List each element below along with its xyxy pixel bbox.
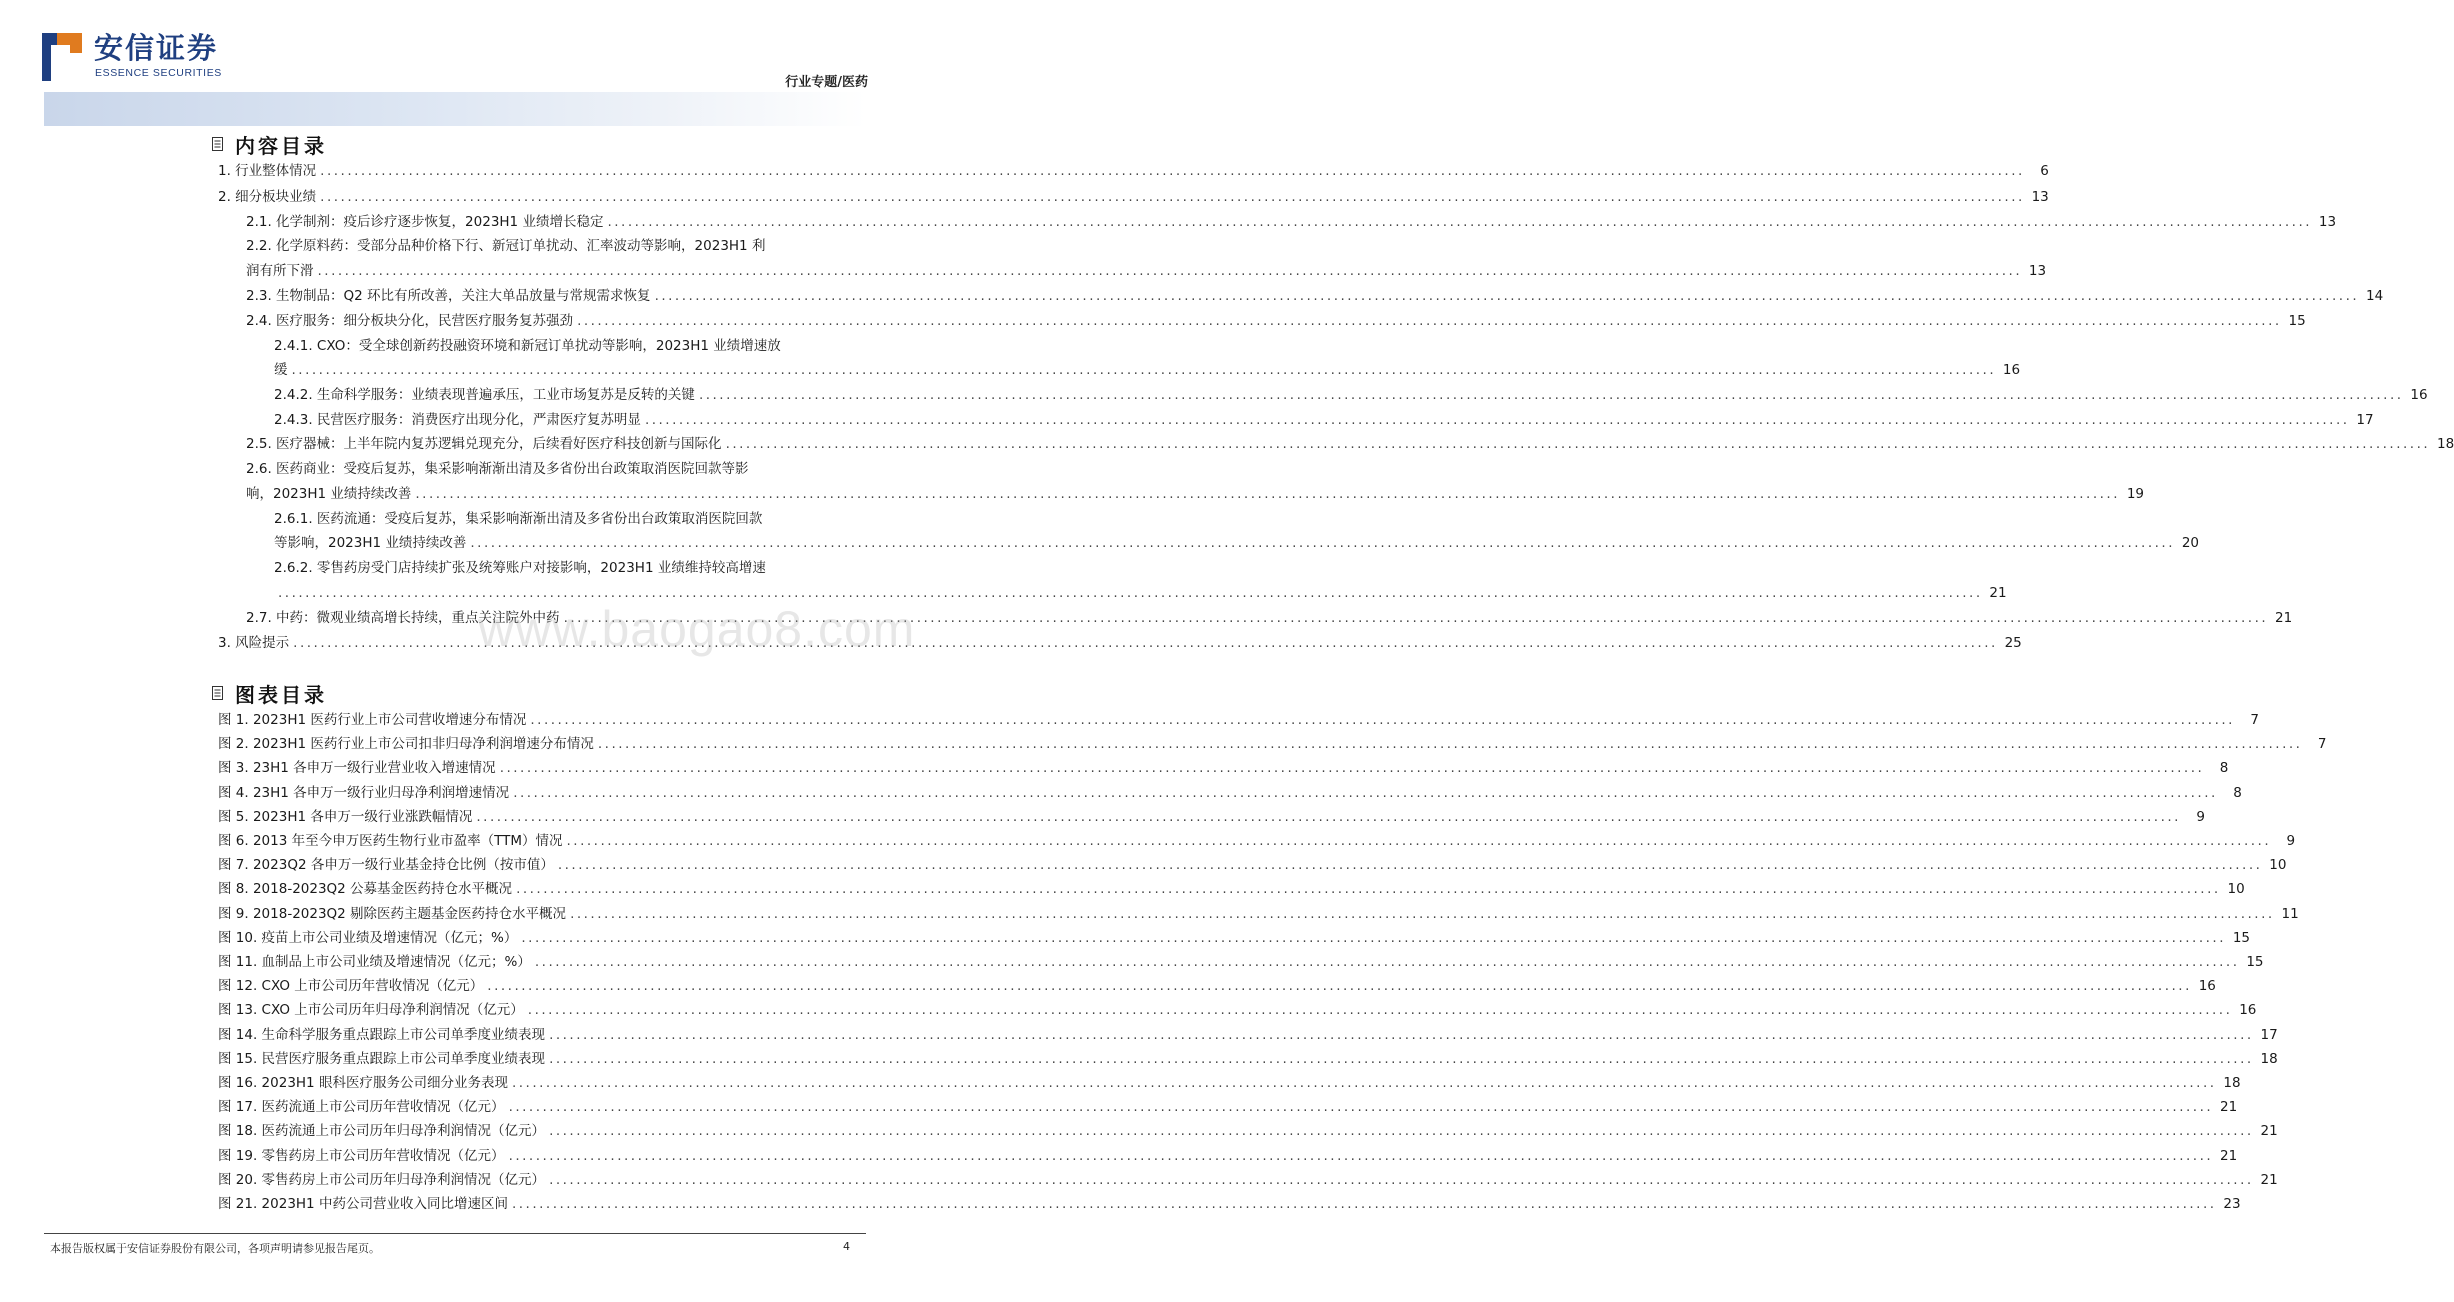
dot-leader bbox=[558, 854, 2263, 876]
dot-leader bbox=[549, 1024, 2254, 1046]
figure-entry-page: 7 bbox=[2317, 736, 2327, 752]
header-band bbox=[44, 92, 866, 126]
dot-leader bbox=[512, 1193, 2217, 1215]
dot-leader bbox=[567, 830, 2272, 852]
figures-title: 图表目录 bbox=[235, 682, 327, 707]
toc-entry[interactable] bbox=[246, 458, 868, 480]
dot-leader bbox=[513, 782, 2218, 804]
figure-entry-title: 图 8. 2018-2023Q2 公募基金医药持仓水平概况 bbox=[218, 881, 513, 897]
figure-entry-page: 7 bbox=[2250, 712, 2259, 728]
figure-entry-page: 18 bbox=[2260, 1051, 2278, 1067]
toc-entry-page bbox=[848, 557, 868, 579]
toc-entry-title: 2.3. 生物制品：Q2 环比有所改善，关注大单品放量与常规需求恢复 bbox=[246, 288, 651, 304]
figure-entry-title: 图 9. 2018-2023Q2 剔除医药主题基金医药持仓水平概况 bbox=[218, 906, 567, 922]
figure-entry-title: 图 2. 2023H1 医药行业上市公司扣非归母净利润增速分布情况 bbox=[218, 736, 594, 752]
toc-entry-page: 17 bbox=[2356, 412, 2374, 428]
figure-entry[interactable] bbox=[218, 903, 2299, 925]
toc-entry[interactable] bbox=[246, 607, 2293, 629]
toc-entry[interactable] bbox=[246, 483, 2144, 505]
dot-leader bbox=[509, 1096, 2214, 1118]
toc-entry-page: 21 bbox=[2274, 610, 2293, 626]
dot-leader bbox=[607, 211, 2312, 233]
dot-leader bbox=[415, 483, 2120, 505]
figure-entry[interactable] bbox=[218, 1193, 2241, 1215]
document-icon bbox=[212, 137, 223, 151]
figure-entry[interactable] bbox=[218, 927, 2250, 949]
dot-leader bbox=[564, 607, 2269, 629]
toc-entry-page: 21 bbox=[1989, 585, 2007, 601]
toc-entry[interactable] bbox=[274, 409, 2374, 431]
toc-entry-page bbox=[848, 235, 868, 257]
dot-leader bbox=[598, 733, 2303, 755]
toc-entry-title: 2.4.1. CXO：受全球创新药投融资环境和新冠订单扰动等影响，2023H1 业绩增速放 bbox=[274, 338, 781, 354]
figure-entry-page: 18 bbox=[2223, 1075, 2241, 1091]
toc-entry[interactable] bbox=[274, 359, 2021, 381]
dot-leader bbox=[509, 1145, 2214, 1167]
toc-entry-title: 1. 行业整体情况 bbox=[218, 163, 317, 179]
toc-entry-title: 2.4. 医疗服务：细分板块分化，民营医疗服务复苏强劲 bbox=[246, 313, 574, 329]
figure-entry-title: 图 19. 零售药房上市公司历年营收情况（亿元） bbox=[218, 1148, 505, 1164]
figure-entry-page: 9 bbox=[2196, 809, 2205, 825]
figure-entry-title: 图 21. 2023H1 中药公司营业收入同比增速区间 bbox=[218, 1196, 508, 1212]
toc-entry-title: 3. 风险提示 bbox=[218, 635, 290, 651]
dot-leader bbox=[320, 186, 2025, 208]
toc-entry-title: 2.2. 化学原料药：受部分品种价格下行、新冠订单扰动、汇率波动等影响，2023H1 利 bbox=[246, 238, 766, 254]
toc-entry[interactable] bbox=[246, 211, 2337, 233]
page-number: 4 bbox=[843, 1240, 850, 1253]
toc-entry-page: 18 bbox=[2436, 436, 2454, 452]
toc-entry-title: 润有所下滑 bbox=[246, 263, 314, 279]
toc-entry-title: 2. 细分板块业绩 bbox=[218, 189, 317, 205]
dot-leader bbox=[516, 878, 2221, 900]
dot-leader bbox=[549, 1048, 2254, 1070]
figure-entry-page: 10 bbox=[2227, 881, 2245, 897]
toc-entry[interactable] bbox=[246, 260, 2047, 282]
report-category: 行业专题/医药 bbox=[785, 75, 868, 90]
toc-entry[interactable] bbox=[274, 557, 868, 579]
dot-leader bbox=[293, 632, 1998, 654]
toc-entry[interactable] bbox=[246, 235, 868, 257]
figure-entry-page: 16 bbox=[2239, 1002, 2257, 1018]
figure-entry-page: 15 bbox=[2246, 954, 2264, 970]
figure-entry[interactable] bbox=[218, 951, 2264, 973]
toc-entry[interactable] bbox=[218, 186, 2049, 208]
figure-entry-title: 图 12. CXO 上市公司历年营收情况（亿元） bbox=[218, 978, 484, 994]
dot-leader bbox=[530, 709, 2235, 731]
figure-entry[interactable] bbox=[218, 806, 2205, 828]
toc-entry-title: 2.7. 中药：微观业绩高增长持续，重点关注院外中药 bbox=[246, 610, 560, 626]
figure-entry[interactable] bbox=[218, 854, 2287, 876]
document-icon bbox=[212, 686, 223, 700]
figure-entry-page: 21 bbox=[2260, 1172, 2278, 1188]
dot-leader bbox=[318, 260, 2023, 282]
toc-entry-title: 2.6.2. 零售药房受门店持续扩张及统筹账户对接影响，2023H1 业绩维持较高增速 bbox=[274, 560, 766, 576]
figure-entry-page: 21 bbox=[2219, 1099, 2238, 1115]
toc-entry-title: 响，2023H1 业绩持续改善 bbox=[246, 486, 412, 502]
figure-entry-title: 图 6. 2013 年至今申万医药生物行业市盈率（TTM）情况 bbox=[218, 833, 563, 849]
figure-entry[interactable] bbox=[218, 1024, 2278, 1046]
toc-entry[interactable] bbox=[274, 508, 868, 530]
essence-logo-icon bbox=[42, 33, 82, 81]
contents-heading bbox=[212, 131, 327, 157]
toc-entry[interactable] bbox=[246, 310, 2306, 332]
figure-entry[interactable] bbox=[218, 1048, 2278, 1070]
toc-entry-page: 16 bbox=[2002, 362, 2021, 378]
figure-entry-page: 21 bbox=[2219, 1148, 2238, 1164]
figure-entry[interactable] bbox=[218, 830, 2296, 852]
brand-name-en: ESSENCE SECURITIES bbox=[95, 67, 222, 79]
figure-entry-title: 图 10. 疫苗上市公司业绩及增速情况（亿元；%） bbox=[218, 930, 518, 946]
dot-leader bbox=[500, 757, 2205, 779]
figure-entry[interactable] bbox=[218, 782, 2242, 804]
figure-entry-title: 图 15. 民营医疗服务重点跟踪上市公司单季度业绩表现 bbox=[218, 1051, 546, 1067]
figure-entry-page: 15 bbox=[2232, 930, 2250, 946]
dot-leader bbox=[699, 384, 2404, 406]
figure-entry-page: 8 bbox=[2233, 785, 2242, 801]
figure-entry-title: 图 18. 医药流通上市公司历年归母净利润情况（亿元） bbox=[218, 1123, 546, 1139]
figure-entry[interactable] bbox=[218, 757, 2229, 779]
toc-entry-page: 13 bbox=[2318, 214, 2337, 230]
toc-entry-page: 20 bbox=[2181, 535, 2199, 551]
figure-entry[interactable] bbox=[218, 1072, 2241, 1094]
figure-entry-page: 10 bbox=[2269, 857, 2287, 873]
figure-entry-title: 图 16. 2023H1 眼科医疗服务公司细分业务表现 bbox=[218, 1075, 508, 1091]
figure-entry-title: 图 17. 医药流通上市公司历年营收情况（亿元） bbox=[218, 1099, 505, 1115]
toc-entry-page: 16 bbox=[2410, 387, 2428, 403]
toc-entry-title: 2.6. 医药商业：受疫后复苏，集采影响渐渐出清及多省份出台政策取消医院回款等影 bbox=[246, 461, 749, 477]
figure-entry-title: 图 20. 零售药房上市公司历年归母净利润情况（亿元） bbox=[218, 1172, 546, 1188]
toc-entry[interactable] bbox=[218, 632, 2022, 654]
toc-entry-page: 14 bbox=[2365, 288, 2384, 304]
figure-entry[interactable] bbox=[218, 975, 2216, 997]
figure-entry-title: 图 14. 生命科学服务重点跟踪上市公司单季度业绩表现 bbox=[218, 1027, 546, 1043]
toc-entry[interactable] bbox=[218, 160, 2049, 182]
figure-entry[interactable] bbox=[218, 1096, 2238, 1118]
toc-entry-page bbox=[848, 335, 868, 357]
figure-entry-title: 图 11. 血制品上市公司业绩及增速情况（亿元；%） bbox=[218, 954, 531, 970]
toc-entry-title: 2.4.2. 生命科学服务：业绩表现普遍承压，工业市场复苏是反转的关键 bbox=[274, 387, 695, 403]
dot-leader bbox=[470, 532, 2175, 554]
figure-entry-page: 23 bbox=[2223, 1196, 2241, 1212]
figure-entry[interactable] bbox=[218, 1169, 2278, 1191]
dot-leader bbox=[645, 409, 2350, 431]
toc-entry-title: 2.1. 化学制剂：疫后诊疗逐步恢复，2023H1 业绩增长稳定 bbox=[246, 214, 604, 230]
dot-leader bbox=[278, 582, 1983, 604]
figure-entry[interactable] bbox=[218, 1145, 2238, 1167]
toc-entry[interactable] bbox=[274, 335, 868, 357]
toc-entry-page: 15 bbox=[2288, 313, 2306, 329]
toc-entry-page: 13 bbox=[2028, 263, 2047, 279]
figure-entry[interactable] bbox=[218, 1120, 2278, 1142]
toc-entry-title: 2.6.1. 医药流通：受疫后复苏，集采影响渐渐出清及多省份出台政策取消医院回款 bbox=[274, 511, 763, 527]
figure-entry-page: 11 bbox=[2281, 906, 2299, 922]
toc-entry-page: 19 bbox=[2126, 486, 2144, 502]
dot-leader bbox=[655, 285, 2360, 307]
toc-entry-page: 13 bbox=[2031, 189, 2049, 205]
dot-leader bbox=[726, 433, 2431, 455]
figure-entry-title: 图 4. 23H1 各申万一级行业归母净利润增速情况 bbox=[218, 785, 510, 801]
watermark: www.baogao8.com bbox=[478, 601, 916, 657]
toc-entry-title: 缓 bbox=[274, 362, 288, 378]
figure-entry-page: 8 bbox=[2219, 760, 2229, 776]
toc-entry-title: 2.4.3. 民营医疗服务：消费医疗出现分化，严肃医疗复苏明显 bbox=[274, 412, 641, 428]
dot-leader bbox=[570, 903, 2275, 925]
figure-entry[interactable] bbox=[218, 733, 2327, 755]
toc-entry-page: 6 bbox=[2040, 163, 2049, 179]
dot-leader bbox=[487, 975, 2192, 997]
dot-leader bbox=[320, 160, 2025, 182]
figure-entry-title: 图 13. CXO 上市公司历年归母净利润情况（亿元） bbox=[218, 1002, 524, 1018]
toc-entry[interactable] bbox=[246, 433, 2454, 455]
toc-entry[interactable] bbox=[246, 285, 2384, 307]
figure-entry-page: 21 bbox=[2260, 1123, 2278, 1139]
dot-leader bbox=[577, 310, 2282, 332]
toc-entry[interactable] bbox=[274, 384, 2428, 406]
figure-entry-title: 图 3. 23H1 各申万一级行业营业收入增速情况 bbox=[218, 760, 496, 776]
dot-leader bbox=[535, 951, 2240, 973]
toc-entry-title: 等影响，2023H1 业绩持续改善 bbox=[274, 535, 467, 551]
figures-heading bbox=[212, 680, 327, 706]
dot-leader bbox=[549, 1169, 2254, 1191]
dot-leader bbox=[521, 927, 2226, 949]
footer-divider bbox=[44, 1233, 866, 1234]
toc-entry-page bbox=[848, 458, 868, 480]
toc-entry[interactable] bbox=[274, 582, 2007, 604]
figure-entry-title: 图 7. 2023Q2 各申万一级行业基金持仓比例（按市值） bbox=[218, 857, 554, 873]
figure-entry-title: 图 1. 2023H1 医药行业上市公司营收增速分布情况 bbox=[218, 712, 527, 728]
toc-entry-page: 25 bbox=[2004, 635, 2022, 651]
figure-entry[interactable] bbox=[218, 709, 2259, 731]
dot-leader bbox=[528, 999, 2233, 1021]
toc-entry[interactable] bbox=[274, 532, 2199, 554]
toc-entry-title: 2.5. 医疗器械：上半年院内复苏逻辑兑现充分，后续看好医疗科技创新与国际化 bbox=[246, 436, 722, 452]
figure-entry[interactable] bbox=[218, 999, 2257, 1021]
figure-entry-page: 16 bbox=[2198, 978, 2216, 994]
dot-leader bbox=[292, 359, 1997, 381]
figure-entry-page: 17 bbox=[2260, 1027, 2278, 1043]
dot-leader bbox=[476, 806, 2181, 828]
toc-entry-page bbox=[848, 508, 868, 530]
dot-leader bbox=[549, 1120, 2254, 1142]
figure-entry-title: 图 5. 2023H1 各申万一级行业涨跌幅情况 bbox=[218, 809, 473, 825]
dot-leader bbox=[512, 1072, 2217, 1094]
contents-title: 内容目录 bbox=[235, 133, 327, 158]
brand-name-cn: 安信证券 bbox=[94, 31, 219, 65]
figure-entry[interactable] bbox=[218, 878, 2245, 900]
footer-disclaimer: 本报告版权属于安信证券股份有限公司，各项声明请参见报告尾页。 bbox=[50, 1242, 380, 1255]
figure-entry-page: 9 bbox=[2286, 833, 2296, 849]
